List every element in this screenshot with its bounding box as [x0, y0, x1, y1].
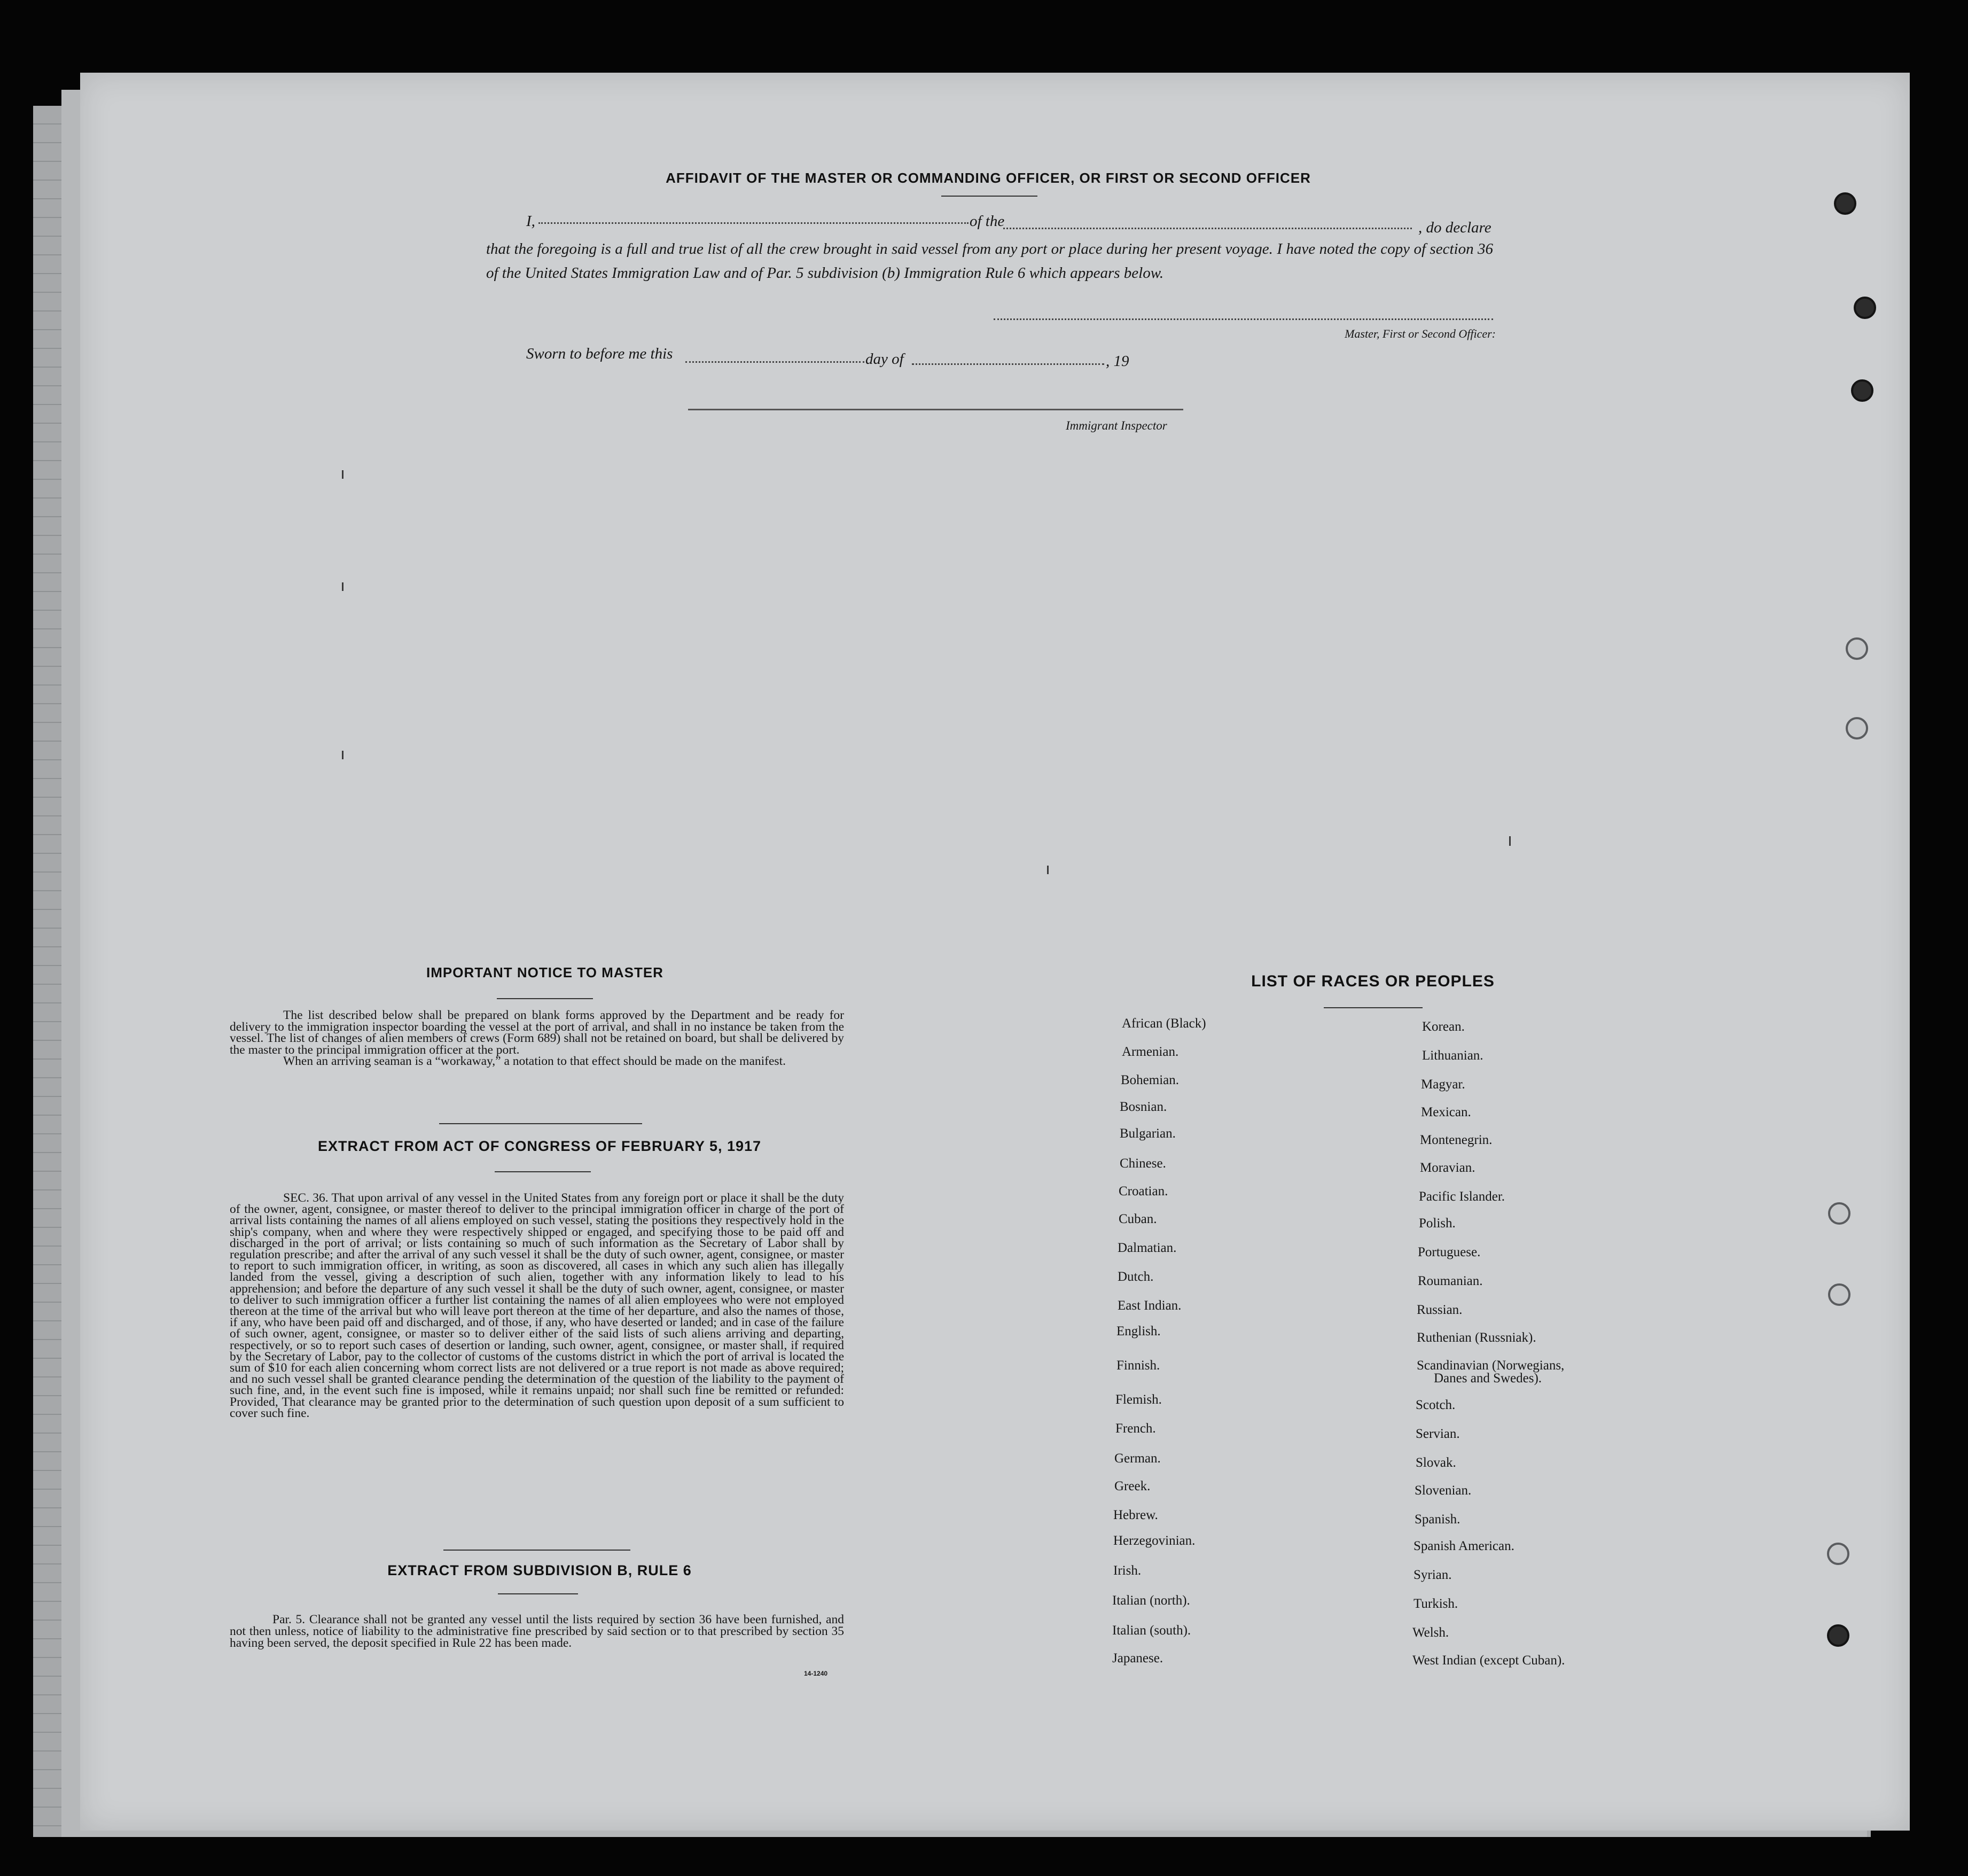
race-item: Polish. — [1419, 1216, 1456, 1231]
extract-act-title: EXTRACT FROM ACT OF CONGRESS OF FEBRUARY 5, 1917 — [317, 1138, 762, 1154]
notice-title: IMPORTANT NOTICE TO MASTER — [426, 964, 663, 980]
sworn-label: Sworn to before me this — [526, 345, 673, 362]
race-item: Slovak. — [1416, 1455, 1456, 1470]
race-item: Armenian. — [1122, 1045, 1179, 1059]
race-item: Bulgarian. — [1120, 1126, 1176, 1141]
binder-hole — [1827, 1543, 1849, 1565]
race-item: Italian (south). — [1112, 1623, 1191, 1638]
race-item: Russian. — [1417, 1303, 1463, 1317]
race-item: English. — [1116, 1324, 1161, 1338]
form-number: 14-1240 — [804, 1670, 828, 1677]
notice-body — [230, 1010, 844, 1068]
binder-hole — [1854, 297, 1876, 319]
stray-mark — [342, 582, 343, 591]
race-item: German. — [1114, 1451, 1161, 1466]
race-item: Scandinavian (Norwegians, — [1417, 1358, 1565, 1373]
race-item: East Indian. — [1118, 1298, 1182, 1313]
binder-hole — [1846, 637, 1868, 660]
day-of-label: day of — [865, 351, 904, 368]
race-item: Flemish. — [1115, 1392, 1162, 1407]
race-item: Portuguese. — [1418, 1245, 1481, 1259]
stray-mark — [342, 470, 343, 479]
divider — [443, 1550, 630, 1551]
binder-hole — [1846, 717, 1868, 739]
stray-mark — [1509, 836, 1511, 846]
race-item: Magyar. — [1421, 1077, 1465, 1092]
race-item: Roumanian. — [1418, 1274, 1483, 1288]
race-item: Lithuanian. — [1422, 1048, 1483, 1063]
race-item: Japanese. — [1112, 1651, 1163, 1665]
stray-mark — [1047, 866, 1049, 874]
race-item: Spanish American. — [1413, 1539, 1514, 1553]
race-item: Herzegovinian. — [1113, 1534, 1196, 1548]
binder-hole — [1834, 192, 1856, 215]
vessel-field[interactable] — [1003, 228, 1412, 229]
affidavit-i-label: I, — [526, 213, 535, 230]
race-item: French. — [1115, 1421, 1156, 1436]
race-item: Mexican. — [1421, 1105, 1471, 1119]
affidavit-title: AFFIDAVIT OF THE MASTER OR COMMANDING OFFICER, OR FIRST OR SECOND OFFICER — [666, 170, 1311, 186]
binder-hole — [1851, 379, 1873, 402]
race-item: Scotch. — [1416, 1398, 1456, 1412]
binder-hole — [1827, 1624, 1849, 1647]
race-item-continuation: Danes and Swedes). — [1434, 1371, 1542, 1385]
race-item: Korean. — [1422, 1019, 1465, 1034]
section-36-text: SEC. 36. That upon arrival of any vessel in the United States from any foreign port or place it shall be the duty of the owner, agent, consignee, or master thereof to deliver to the principal immigration officer in charge of the port of arrival lists containing the names of all aliens employed on such vessel, stating the positions they respectively hold in the ship's company, when and where they were respectively shipped or engaged, and specifying those to be paid off and discharged in the port of arrival; or lists containing so much of such information as the Secretary of Labor shall by regulation prescribe; and after the arrival of any such vessel it shall be the duty of such owner, agent, consignee, or master to report to such immigration officer, in writing, as soon as discovered, all cases in which any such alien has illegally landed from the vessel, giving a description of such alien, together with any information likely to lead to his apprehension; and before the departure of any such vessel it shall be the duty of such owner, agent, consignee, or master to deliver to such immigration officer a further list containing the names of all alien employees who were not employed thereon at the time of the arrival but who will leave port thereon at the time of her departure, and also the names of those, if any, who have been paid off and discharged, and of those, if any, who have deserted or landed; and in case of the failure of such owner, agent, consignee, or master so to deliver either of the said lists of such aliens arriving and departing, respectively, or so to report such cases of desertion or landing, such owner, agent, consignee, or master shall, if required by the Secretary of Labor, pay to the collector of customs of the customs district in which the port of arrival is located the sum of $10 for each alien concerning whom correct lists are not delivered or a true report is not made as above required; and no such vessel shall be granted clearance pending the determination of the question of the liability to the payment of such fine, and, in the event such fine is imposed, while it remains unpaid; nor shall such fine be remitted or refunded: Provided, That clearance may be granted prior to the determination of such question upon deposit of a sum sufficient to cover such fine. — [230, 1191, 844, 1420]
race-item: Slovenian. — [1415, 1483, 1472, 1498]
race-item: African (Black) — [1122, 1016, 1206, 1031]
stray-mark — [342, 751, 343, 759]
race-item: Chinese. — [1120, 1156, 1166, 1171]
notice-paragraph-2: When an arriving seaman is a “workaway,” a notation to that effect should be made on the manifest. — [283, 1054, 786, 1068]
affidavit-declare-label: , do declare — [1418, 219, 1491, 236]
race-item: Moravian. — [1420, 1161, 1475, 1175]
binder-hole — [1828, 1202, 1850, 1225]
race-item — [1417, 1371, 1542, 1386]
race-item: Ruthenian (Russniak). — [1417, 1330, 1536, 1345]
affidavit-of-the-label: of the — [970, 213, 1005, 230]
binder-hole — [1828, 1283, 1850, 1306]
extract-rule-title: EXTRACT FROM SUBDIVISION B, RULE 6 — [387, 1562, 692, 1578]
sworn-month-field[interactable] — [912, 363, 1104, 365]
race-item: Dutch. — [1118, 1270, 1154, 1284]
race-item: Spanish. — [1415, 1512, 1461, 1527]
race-item: West Indian (except Cuban). — [1412, 1653, 1565, 1668]
race-item: Syrian. — [1413, 1568, 1452, 1582]
divider — [1324, 1007, 1423, 1008]
race-item: Irish. — [1113, 1563, 1142, 1578]
divider — [495, 1171, 591, 1172]
rule-6-paragraph-5: Par. 5. Clearance shall not be granted any vessel until the lists required by section 36 have been furnished, and not then unless, notice of liability to the administrative fine prescribed by said section or to that prescribed by section 35 having been served, the deposit specified in Rule 22 has been made. — [230, 1613, 844, 1650]
divider — [941, 196, 1037, 197]
divider — [498, 1593, 578, 1594]
race-item: Bosnian. — [1120, 1100, 1167, 1114]
race-item: Dalmatian. — [1118, 1241, 1177, 1255]
races-title: LIST OF RACES OR PEOPLES — [1251, 972, 1495, 990]
race-item: Welsh. — [1412, 1625, 1449, 1640]
race-item: Hebrew. — [1113, 1508, 1158, 1522]
inspector-label: Immigrant Inspector — [1066, 419, 1167, 432]
divider — [497, 998, 593, 999]
race-item: Bohemian. — [1121, 1073, 1180, 1087]
race-item: Greek. — [1114, 1479, 1151, 1493]
notice-paragraph-1: The list described below shall be prepared on blank forms approved by the Department and be ready for delivery to the immigration inspector boarding the vessel at the port of arrival, and shall in no instance be taken from the vessel. The list of changes of alien members of crews (Form 689) shall not be retained on board, but shall be delivered by the master to the principal immigration officer at the port. — [230, 1008, 844, 1057]
master-signature-label: Master, First or Second Officer: — [1345, 327, 1496, 340]
race-item: Montenegrin. — [1420, 1133, 1493, 1147]
divider — [439, 1123, 642, 1124]
race-item: Pacific Islander. — [1419, 1189, 1505, 1204]
affidavit-body: that the foregoing is a full and true list of all the crew brought in said vessel from any port or place during her present voyage. I have noted the copy of section 36 of the United States Immigration Law and of Par. 5 subdivision (b) Immigration Rule 6 which appears below. — [486, 240, 1493, 282]
year-label: , 19 — [1106, 353, 1129, 370]
name-field[interactable] — [538, 222, 969, 224]
sworn-day-field[interactable] — [685, 361, 864, 363]
race-item: Italian (north). — [1112, 1593, 1190, 1608]
inspector-signature-field[interactable] — [688, 409, 1183, 410]
officer-signature-field[interactable] — [994, 318, 1493, 320]
race-item: Croatian. — [1119, 1184, 1168, 1198]
race-item: Cuban. — [1119, 1212, 1157, 1226]
race-item: Servian. — [1416, 1427, 1460, 1441]
race-item: Turkish. — [1413, 1597, 1458, 1611]
race-item: Finnish. — [1116, 1358, 1160, 1373]
